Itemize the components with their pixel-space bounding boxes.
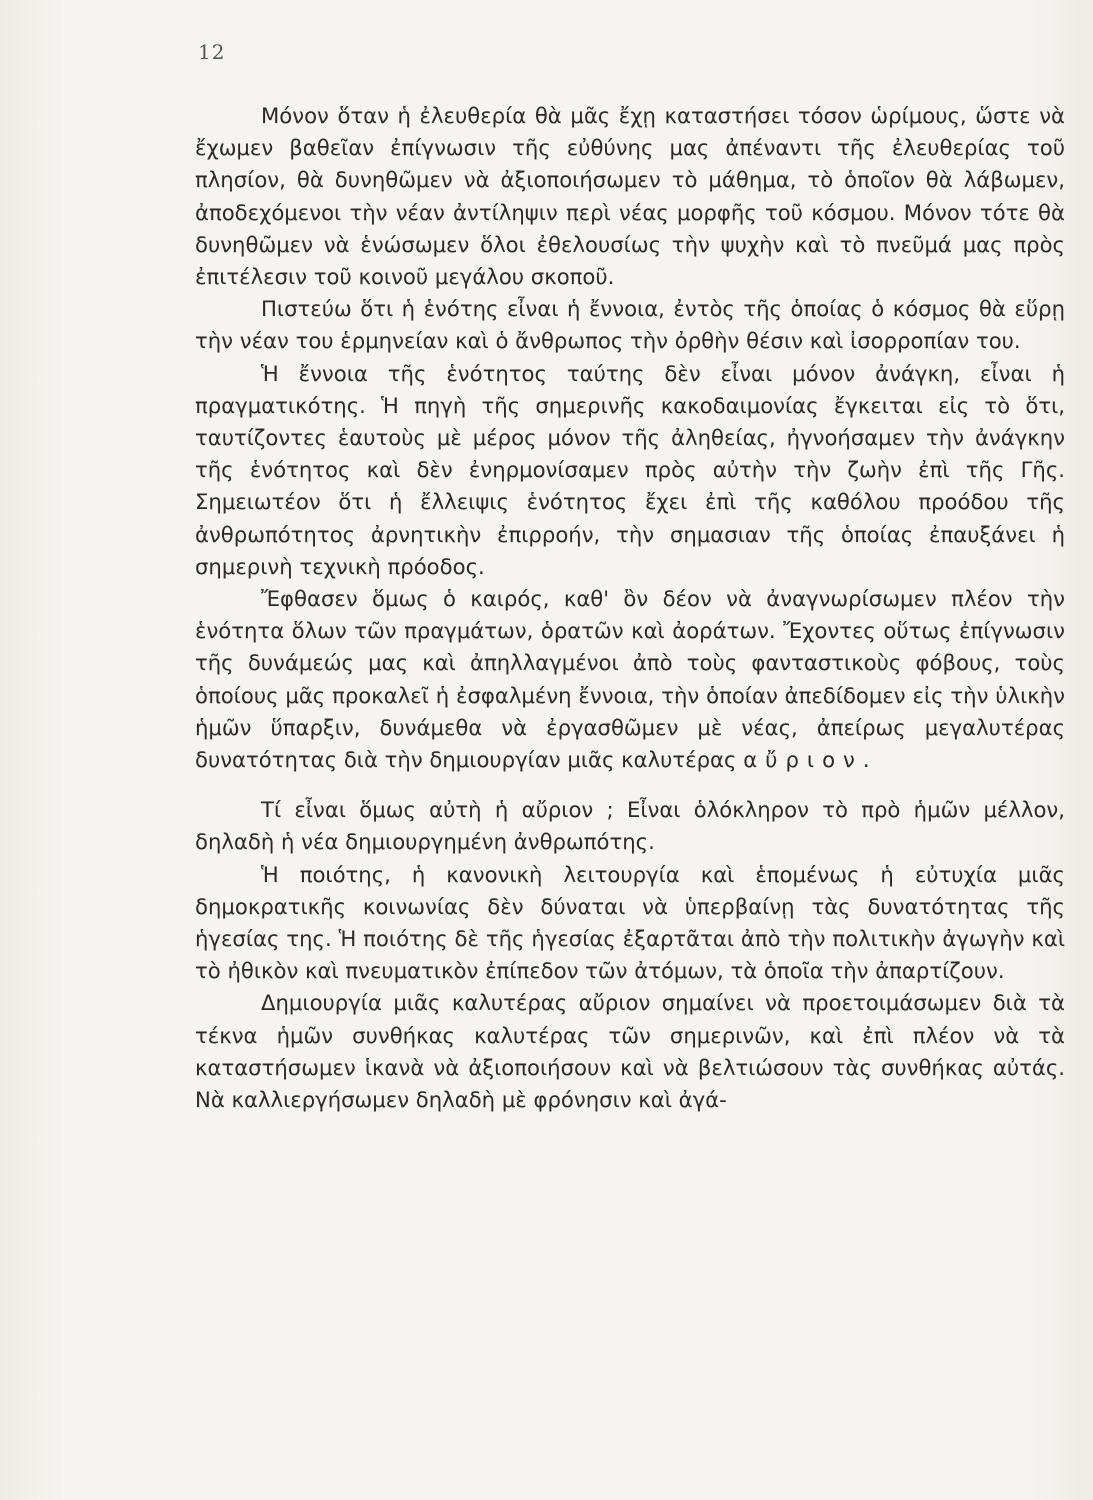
paragraph-6: Ἡ ποιότης, ἡ κανονικὴ λειτουργία καὶ ἑπομένως ἡ εὐτυχία μιᾶς δημοκρατικῆς κοινωνίας δὲν δύναται νὰ ὑπερβαίνῃ τὰς δυνατότητας τῆς ἡγεσίας της. Ἡ ποιότης δὲ τῆς ἡγεσίας ἐξαρτᾶται ἀπὸ τὴν πολιτικὴν ἀγωγὴν καὶ τὸ ἠθικὸν καὶ πνευματικὸν ἐπίπεδον τῶν ἀτόμων, τὰ ὁποῖα τὴν ἀπαρτίζουν. (195, 861, 1065, 984)
spaced-word-avrion: αὔριον (743, 747, 863, 773)
paragraph-2: Πιστεύω ὅτι ἡ ἑνότης εἶναι ἡ ἔννοια, ἐντὸς τῆς ὁποίας ὁ κόσμος θὰ εὕρῃ τὴν νέαν του ἑρμηνείαν καὶ ὁ ἄνθρωπος τὴν ὀρθὴν θέσιν καὶ ἰσορροπίαν του. (195, 296, 1065, 354)
paragraph-7: Δημιουργία μιᾶς καλυτέρας αὔριον σημαίνει νὰ προετοιμάσωμεν διὰ τὰ τέκνα ἡμῶν συνθήκας καλυτέρας τῶν σημερινῶν, καὶ ἐπὶ πλέον νὰ τὰ καταστήσωμεν ἱκανὰ νὰ ἀξιοποιήσουν καὶ νὰ βελτιώσουν τὰς συνθήκας αὐτάς. Νὰ καλλιεργήσωμεν δηλαδὴ μὲ φρόνησιν καὶ ἀγά- (195, 990, 1065, 1113)
paragraph-4 (195, 583, 1065, 776)
paragraph-1: Μόνον ὅταν ἡ ἐλευθερία θὰ μᾶς ἔχῃ καταστήσει τόσον ὡρίμους, ὥστε νὰ ἔχωμεν βαθεῖαν ἐπίγνωσιν τῆς εὐθύνης μας ἀπέναντι τῆς ἐλευθερίας τοῦ πλησίον, θὰ δυνηθῶμεν νὰ ἀξιοποιήσωμεν τὸ μάθημα, τὸ ὁποῖον θὰ λάβωμεν, ἀποδεχόμενοι τὴν νέαν ἀντίληψιν περὶ νέας μορφῆς τοῦ κόσμου. Μόνον τότε θὰ δυνηθῶμεν νὰ ἑνώσωμεν ὅλοι ἐθελουσίως τὴν ψυχὴν καὶ τὸ πνεῦμά μας πρὸς ἐπιτέλεσιν τοῦ κοινοῦ μεγάλου σκοποῦ. (195, 103, 1065, 290)
body-text (195, 100, 1065, 1116)
paragraph-4-text: Ἔφθασεν ὅμως ὁ καιρός, καθ' ὃν δέον νὰ ἀναγνωρίσωμεν πλέον τὴν ἑνότητα ὅλων τῶν πραγμάτων, ὁρατῶν καὶ ἀοράτων. Ἔχοντες οὕτως ἐπίγνωσιν τῆς δυνάμεώς μας καὶ ἀπηλλαγμένοι ἀπὸ τοὺς φανταστικοὺς φόβους, τοὺς ὁποίους μᾶς προκαλεῖ ἡ ἐσφαλμένη ἔννοια, τὴν ὁποίαν ἀπεδίδομεν εἰς τὴν ὑλικὴν ἡμῶν ὕπαρξιν, δυνάμεθα νὰ ἐργασθῶμεν μὲ νέας, ἀπείρως μεγαλυτέρας δυνατότητας διὰ τὴν δημιουργίαν μιᾶς καλυτέρας (195, 586, 1065, 773)
paragraph-3: Ἡ ἔννοια τῆς ἑνότητος ταύτης δὲν εἶναι μόνον ἀνάγκη, εἶναι ἡ πραγματικότης. Ἡ πηγὴ τῆς σημερινῆς κακοδαιμονίας ἔγκειται εἰς τὸ ὅτι, ταυτίζοντες ἑαυτοὺς μὲ μέρος μόνον τῆς ἀληθείας, ἠγνοήσαμεν τὴν ἀνάγκην τῆς ἑνότητος καὶ δὲν ἐνηρμονίσαμεν πρὸς αὐτὴν τὴν ζωὴν ἐπὶ τῆς Γῆς. Σημειωτέον ὅτι ἡ ἔλλειψις ἑνότητος ἔχει ἐπὶ τῆς καθόλου προόδου τῆς ἀνθρωπότητος ἀρνητικὴν ἐπιρροήν, τὴν σημασιαν τῆς ὁποίας ἐπαυξάνει ἡ σημερινὴ τεχνικὴ πρόοδος. (195, 360, 1065, 579)
paragraph-4-tail: . (862, 747, 870, 773)
paragraph-5: Τί εἶναι ὅμως αὐτὴ ἡ αὔριον ; Εἶναι ὁλόκληρον τὸ πρὸ ἡμῶν μέλλον, δηλαδὴ ἡ νέα δημιουργημένη ἀνθρωπότης. (195, 797, 1065, 855)
page-number: 12 (198, 40, 226, 64)
